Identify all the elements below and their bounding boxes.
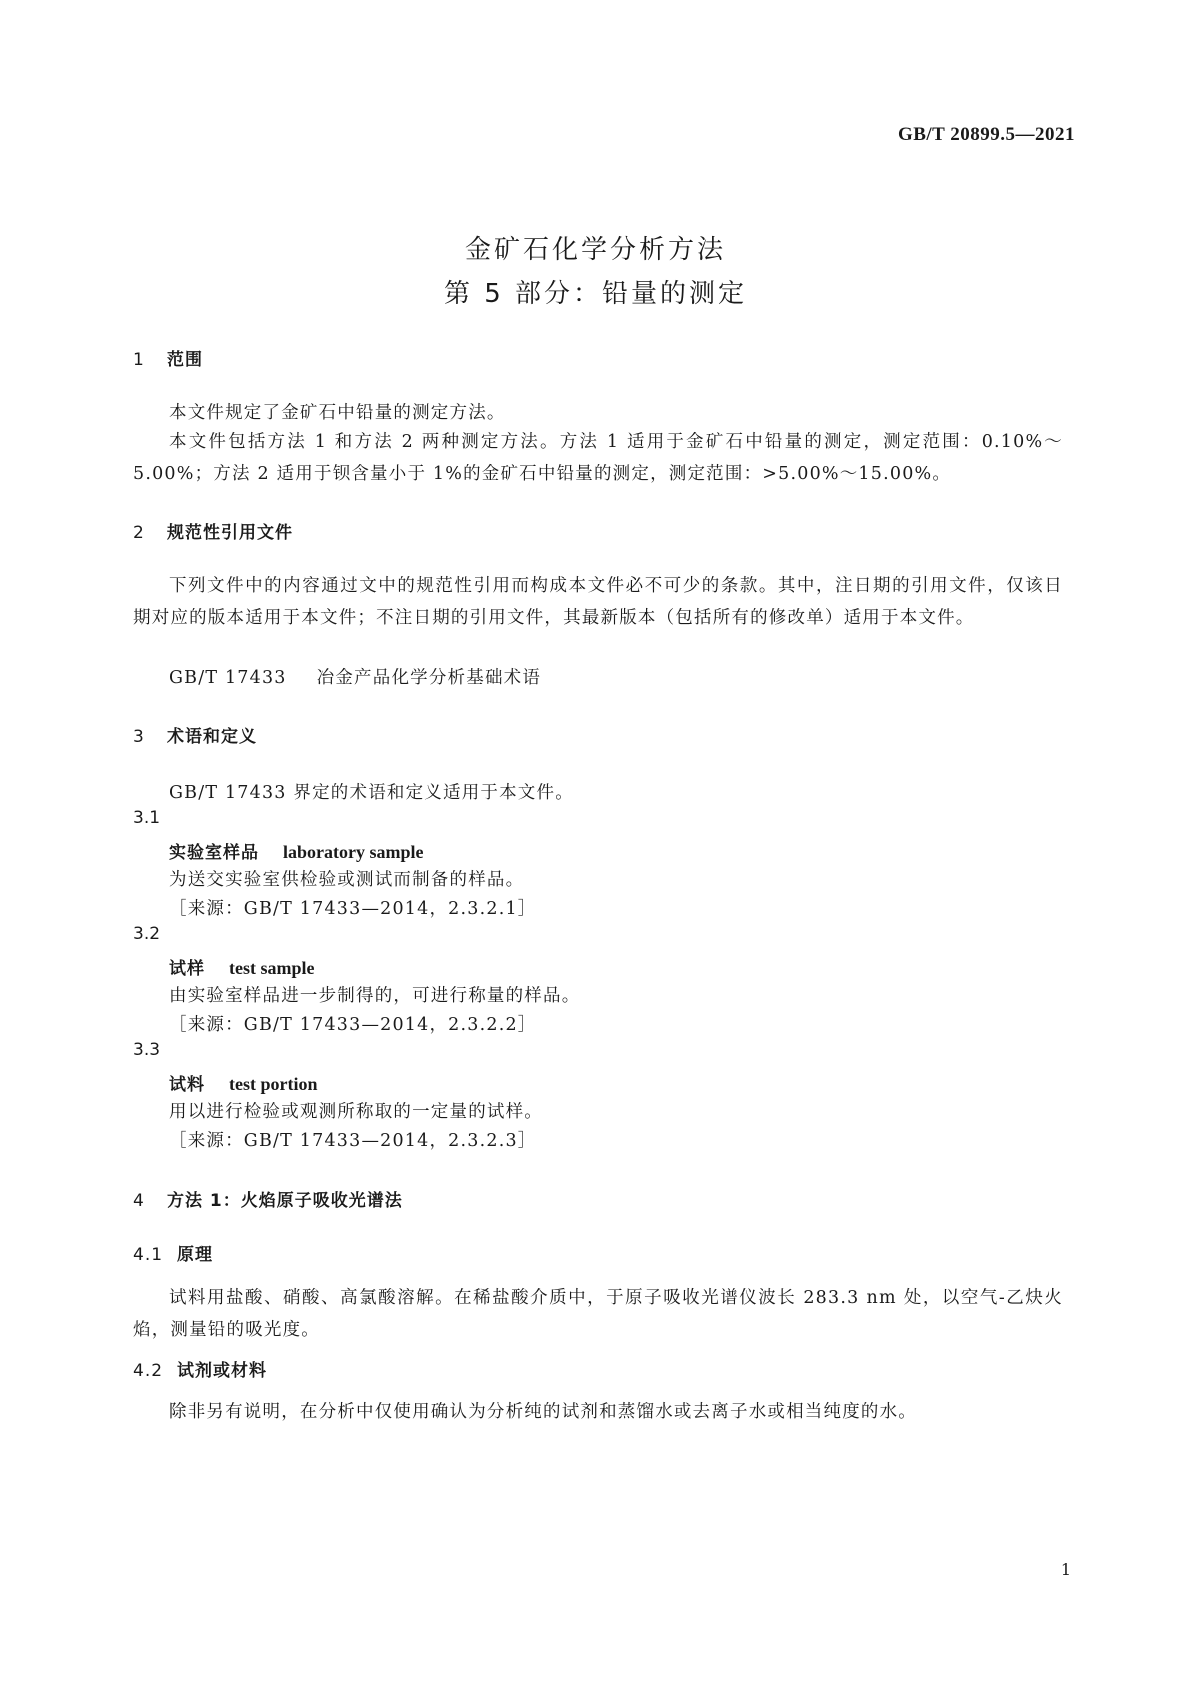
paragraph: GB/T 17433 界定的术语和定义适用于本文件。 <box>169 783 574 803</box>
section-3-heading <box>133 722 257 747</box>
section-title: 范围 <box>167 350 203 370</box>
paragraph: 试料用盐酸、硝酸、高氯酸溶解。在稀盐酸介质中，于原子吸收光谱仪波长 283.3 nm 处，以空气-乙炔火焰，测量铅的吸光度。 <box>133 1288 1063 1340</box>
paragraph: 本文件包括方法 1 和方法 2 两种测定方法。方法 1 适用于金矿石中铅量的测定，测定范围：0.10%～5.00%；方法 2 适用于钡含量小于 1%的金矿石中铅量的测定，测定范围：>5.00%～15.00%。 <box>133 432 1063 484</box>
section-number: 1 <box>133 350 145 370</box>
term-definition: 为送交实验室供检验或测试而制备的样品。 <box>169 870 525 890</box>
term-zh: 试样 <box>169 959 205 979</box>
standard-number: GB/T 20899.5—2021 <box>897 124 1075 145</box>
paragraph: 除非另有说明，在分析中仅使用确认为分析纯的试剂和蒸馏水或去离子水或相当纯度的水。 <box>169 1402 917 1422</box>
term-number: 3.2 <box>133 924 161 944</box>
paragraph: 下列文件中的内容通过文中的规范性引用而构成本文件必不可少的条款。其中，注日期的引用文件，仅该日期对应的版本适用于本文件；不注日期的引用文件，其最新版本（包括所有的修改单）适用于本文件。 <box>133 576 1063 628</box>
section-2-heading <box>133 518 293 543</box>
document-subtitle: 第 5 部分：铅量的测定 <box>443 279 748 309</box>
section-number: 3 <box>133 727 145 747</box>
term-source: ［来源：GB/T 17433—2014，2.3.2.1］ <box>169 899 537 919</box>
reference-code: GB/T 17433 <box>169 668 287 688</box>
page-number: 1 <box>1060 1560 1071 1579</box>
section-title: 原理 <box>177 1245 213 1265</box>
section-number: 4.1 <box>133 1245 164 1265</box>
section-number: 4.2 <box>133 1361 164 1381</box>
section-title: 术语和定义 <box>167 727 257 747</box>
section-4-2-heading <box>133 1356 267 1381</box>
term-entry <box>169 1070 318 1095</box>
section-title: 规范性引用文件 <box>167 523 293 543</box>
term-zh: 试料 <box>169 1075 205 1095</box>
term-source: ［来源：GB/T 17433—2014，2.3.2.2］ <box>169 1015 537 1035</box>
term-definition: 用以进行检验或观测所称取的一定量的试样。 <box>169 1102 543 1122</box>
term-en: test sample <box>229 958 315 978</box>
normative-reference <box>169 664 541 689</box>
paragraph: 本文件规定了金矿石中铅量的测定方法。 <box>169 403 506 423</box>
term-number: 3.1 <box>133 808 161 828</box>
section-number: 2 <box>133 523 145 543</box>
section-title: 试剂或材料 <box>177 1361 267 1381</box>
term-entry <box>169 954 314 979</box>
term-zh: 实验室样品 <box>169 843 259 863</box>
section-4-1-heading <box>133 1240 213 1265</box>
term-en: laboratory sample <box>283 842 424 862</box>
section-1-heading <box>133 345 203 370</box>
term-en: test portion <box>229 1074 318 1094</box>
term-number: 3.3 <box>133 1040 161 1060</box>
term-source: ［来源：GB/T 17433—2014，2.3.2.3］ <box>169 1131 537 1151</box>
section-4-heading <box>133 1186 403 1211</box>
document-title: 金矿石化学分析方法 <box>464 235 726 265</box>
reference-title: 冶金产品化学分析基础术语 <box>316 668 542 688</box>
section-number: 4 <box>133 1191 145 1211</box>
section-title: 方法 1：火焰原子吸收光谱法 <box>167 1191 403 1211</box>
term-entry <box>169 838 423 863</box>
term-definition: 由实验室样品进一步制得的，可进行称量的样品。 <box>169 986 581 1006</box>
